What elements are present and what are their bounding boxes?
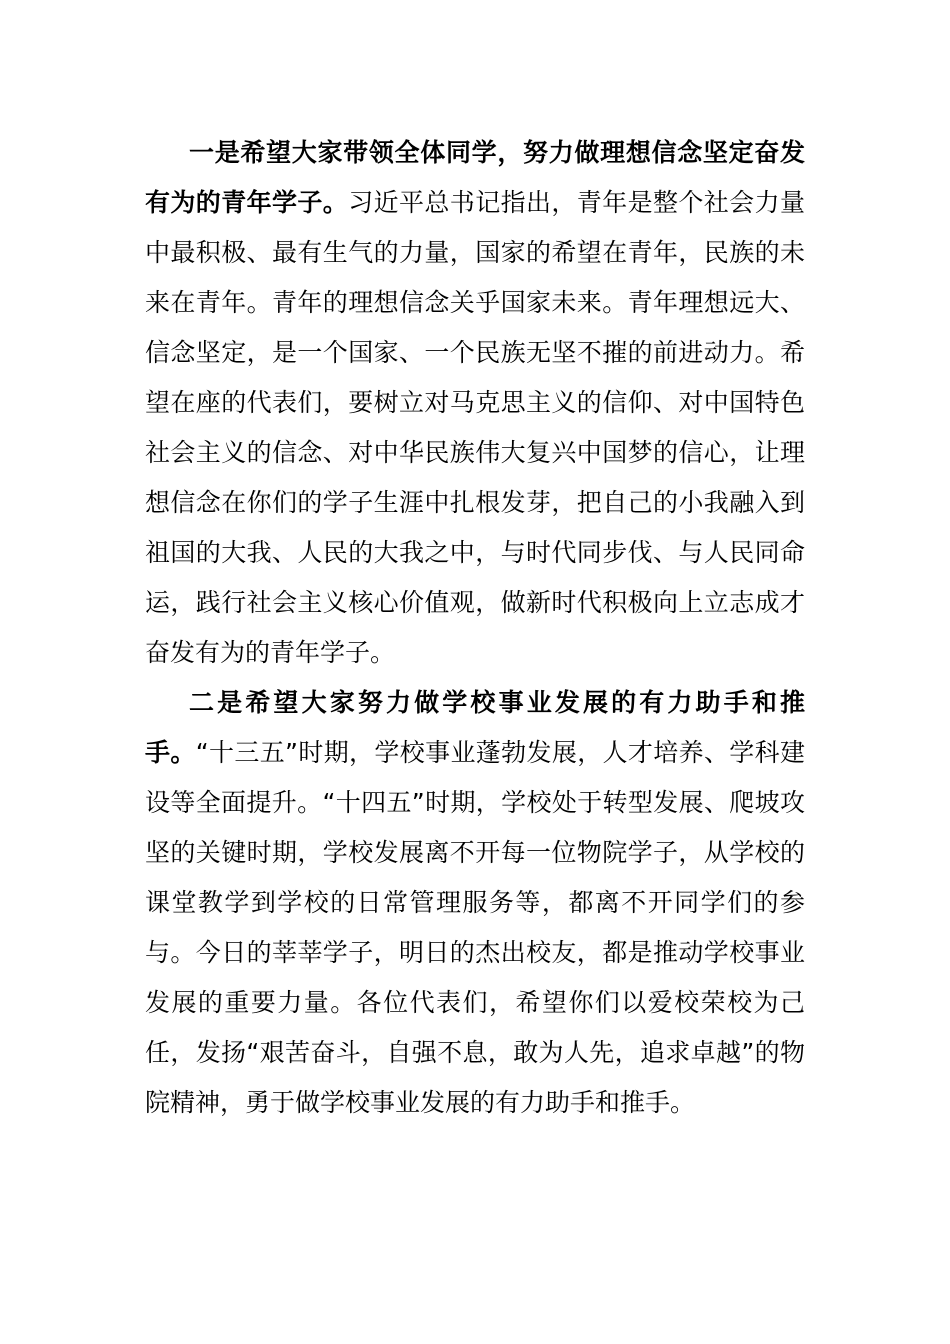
paragraph-1 — [145, 128, 805, 678]
paragraph-1-body: 习近平总书记指出，青年是整个社会力量中最积极、最有生气的力量，国家的希望在青年，民族的未来在青年。青年的理想信念关乎国家未来。青年理想远大、信念坚定，是一个国家、一个民族无坚不摧的前进动力。希望在座的代表们，要树立对马克思主义的信仰、对中国特色社会主义的信念、对中华民族伟大复兴中国梦的信心，让理想信念在你们的学子生涯中扎根发芽，把自己的小我融入到祖国的大我、人民的大我之中，与时代同步伐、与人民同命运，践行社会主义核心价值观，做新时代积极向上立志成才奋发有为的青年学子。 — [145, 188, 805, 667]
paragraph-2-lead: 二是希望大家努力做学校事业发展的有力助手和推手。 — [145, 688, 805, 767]
paragraph-2 — [145, 678, 805, 1128]
document-page — [145, 128, 805, 1128]
paragraph-1-lead: 一是希望大家带领全体同学，努力做理想信念坚定奋发有为的青年学子。 — [145, 138, 805, 217]
paragraph-2-body: “十三五”时期，学校事业蓬勃发展，人才培养、学科建设等全面提升。“十四五”时期，学校处于转型发展、爬坡攻坚的关键时期，学校发展离不开每一位物院学子，从学校的课堂教学到学校的日常管理服务等，都离不开同学们的参与。今日的莘莘学子，明日的杰出校友，都是推动学校事业发展的重要力量。各位代表们，希望你们以爱校荣校为己任，发扬“艰苦奋斗，自强不息，敢为人先，追求卓越”的物院精神，勇于做学校事业发展的有力助手和推手。 — [145, 738, 805, 1117]
